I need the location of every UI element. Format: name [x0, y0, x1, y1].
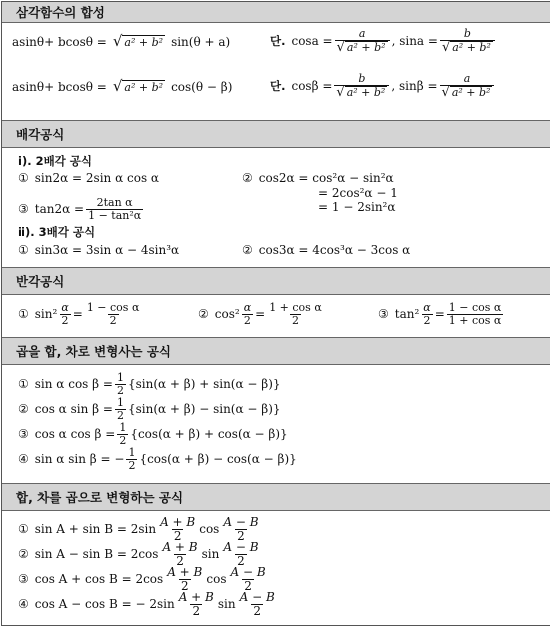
sum-formula-2 [18, 541, 263, 567]
formula-text: sin [217, 597, 236, 612]
section-title: 반각공식 [16, 274, 65, 289]
section-header-half-angle [2, 267, 550, 295]
section-body-multiple-angle [2, 149, 550, 266]
formula-text: cosβ = [291, 78, 333, 93]
formula-text: cos2α = cos²α − sin²α [258, 171, 394, 185]
product-formula-3 [18, 422, 288, 446]
formula-text: , sina = [391, 33, 438, 48]
section-body-composition [2, 24, 550, 117]
section-header-sum-to-product [2, 483, 550, 511]
half-cos-formula: ② cos² $\frac{\alpha}{2}$ = $\frac{\text{1 + cos α}}{2}$ [198, 301, 322, 327]
section-body-half-angle [2, 296, 550, 336]
fraction: a √ a² + b² [335, 28, 390, 54]
product-formula-1 [18, 372, 281, 396]
section-header-composition [2, 2, 550, 23]
section-header-product-to-sum [2, 337, 550, 365]
fraction: $\frac{\text{1 − cos α}}{\text{1 + cos α}}$ [448, 301, 502, 327]
marker: ③ [18, 202, 29, 217]
formula-text: = 1 − 2sin²α [318, 200, 396, 214]
formula-text: cos3α = 4cos³α − 3cos α [258, 243, 411, 257]
formula-text: tan2α = [34, 202, 85, 217]
subheading-triple: ⅱ). 3배각 공식 [18, 225, 96, 239]
fraction: $\frac{\alpha}{2}$ [423, 301, 431, 327]
fraction: $\frac{A + B}{2}$ [167, 565, 203, 593]
double-sin-formula [18, 171, 159, 185]
formula-text: cos A + cos B = 2cos [34, 572, 164, 587]
formula-text: sin [201, 547, 220, 562]
double-tan-formula [18, 197, 145, 221]
composition-formula-2 [12, 79, 232, 94]
triple-sin-formula [18, 243, 179, 257]
marker: ② [18, 402, 29, 417]
formula-text: {cos(α + β) − cos(α − β)} [139, 452, 297, 467]
marker: ① [18, 307, 29, 322]
formula-text: {sin(α + β) + sin(α − β)} [127, 377, 281, 392]
marker: ② [18, 547, 29, 562]
formula-text: = 2cos²α − 1 [318, 186, 398, 200]
section-title: 배각공식 [16, 127, 65, 142]
fraction: $\frac{A + B}{2}$ [162, 540, 198, 568]
section-title: 곱을 합, 차로 변형사는 공식 [16, 344, 171, 359]
fraction: $\frac{1}{2}$ [116, 396, 124, 422]
fraction: a √ a² + b² [440, 73, 495, 99]
marker: ③ [18, 572, 29, 587]
formula-text: cos(θ − β) [171, 79, 233, 94]
marker: ② [242, 171, 253, 185]
fraction: $\frac{A - B}{2}$ [239, 590, 275, 618]
fraction: $\frac{\text{1 − cos α}}{2}$ [86, 301, 140, 327]
fraction: $\frac{1}{2}$ [116, 371, 124, 397]
section-body-sum-to-product [2, 512, 550, 624]
formula-text: {cos(α + β) + cos(α − β)} [130, 427, 288, 442]
fraction: $\frac{A - B}{2}$ [223, 540, 259, 568]
sqrt-expression: √ a² + b² [112, 32, 164, 50]
double-cos-formula-2 [318, 186, 398, 200]
composition-condition-2 [270, 73, 496, 99]
formula-text: asinθ+ bcosθ = [12, 34, 107, 49]
formula-text: sin A − sin B = 2cos [34, 547, 159, 562]
fraction: $\frac{A - B}{2}$ [223, 515, 259, 543]
sum-formula-3 [18, 566, 270, 592]
fraction: $\frac{\text{1 + cos α}}{2}$ [269, 301, 322, 327]
marker: ③ [18, 427, 29, 442]
marker: ① [18, 171, 29, 185]
condition-label: 단. [270, 78, 286, 93]
double-cos-formula-1 [242, 171, 394, 185]
half-tan-formula: ③ tan² $\frac{\alpha}{2}$ = $\frac{\text{1 − cos α}}{\text{1 + cos α}}$ [378, 301, 502, 327]
composition-formula-1 [12, 34, 230, 49]
formula-text: , sinβ = [391, 78, 438, 93]
condition-label: 단. [270, 33, 286, 48]
section-header-multiple-angle [2, 120, 550, 148]
formula-text: tan² [394, 307, 420, 322]
sum-formula-4 [18, 591, 279, 617]
composition-condition-1 [270, 28, 497, 54]
marker: ① [18, 243, 29, 257]
formula-text: cos A − cos B = − 2sin [34, 597, 175, 612]
sum-formula-1 [18, 516, 263, 542]
double-cos-formula-3 [318, 200, 395, 214]
fraction: $\frac{1}{2}$ [119, 421, 127, 447]
formula-text: cos α sin β = [34, 402, 113, 417]
half-sin-formula: ① sin² $\frac{\alpha}{2}$ = $\frac{\text{1 − cos α}}{2}$ [18, 301, 140, 327]
formula-text: asinθ+ bcosθ = [12, 79, 107, 94]
fraction: $\frac{1}{2}$ [128, 446, 136, 472]
marker: ③ [378, 307, 389, 322]
section-title: 합, 차를 곱으로 변형하는 공식 [16, 490, 184, 505]
formula-text: sin3α = 3sin α − 4sin³α [34, 243, 180, 257]
formula-text: {sin(α + β) − sin(α − β)} [127, 402, 281, 417]
formula-text: sin2α = 2sin α cos α [34, 171, 160, 185]
section-title: 삼각함수의 합성 [16, 5, 105, 20]
fraction: b √ a² + b² [440, 28, 495, 54]
subheading-double: ⅰ). 2배각 공식 [18, 154, 93, 168]
fraction: b √ a² + b² [334, 73, 389, 99]
fraction: $\frac{\alpha}{2}$ [61, 301, 69, 327]
marker: ② [198, 307, 209, 322]
fraction: $\frac{A + B}{2}$ [160, 515, 196, 543]
sqrt-expression: √ a² + b² [112, 77, 164, 95]
product-formula-2 [18, 397, 281, 421]
product-formula-4 [18, 447, 297, 471]
marker: ① [18, 377, 29, 392]
section-body-product-to-sum [2, 366, 550, 482]
formula-text: cos [206, 572, 227, 587]
formula-text: cosa = [291, 33, 333, 48]
marker: ④ [18, 597, 29, 612]
fraction: $\frac{A + B}{2}$ [178, 590, 214, 618]
formula-text: cos [199, 522, 220, 537]
fraction: $\frac{\text{2tan α}}{\text{1 − tan²α}}$ [88, 196, 142, 222]
marker: ② [242, 243, 253, 257]
triple-cos-formula [242, 243, 410, 257]
formula-text: cos α cos β = [34, 427, 116, 442]
formula-text: sin(θ + a) [171, 34, 231, 49]
marker: ① [18, 522, 29, 537]
formula-text: cos² [214, 307, 240, 322]
fraction: $\frac{A - B}{2}$ [230, 565, 266, 593]
marker: ④ [18, 452, 29, 467]
formula-text: sin A + sin B = 2sin [34, 522, 157, 537]
formula-text: sin α cos β = [34, 377, 113, 392]
formula-text: sin α sin β = − [34, 452, 125, 467]
formula-text: sin² [34, 307, 58, 322]
formula-sheet [1, 1, 550, 626]
fraction: $\frac{\alpha}{2}$ [243, 301, 252, 327]
